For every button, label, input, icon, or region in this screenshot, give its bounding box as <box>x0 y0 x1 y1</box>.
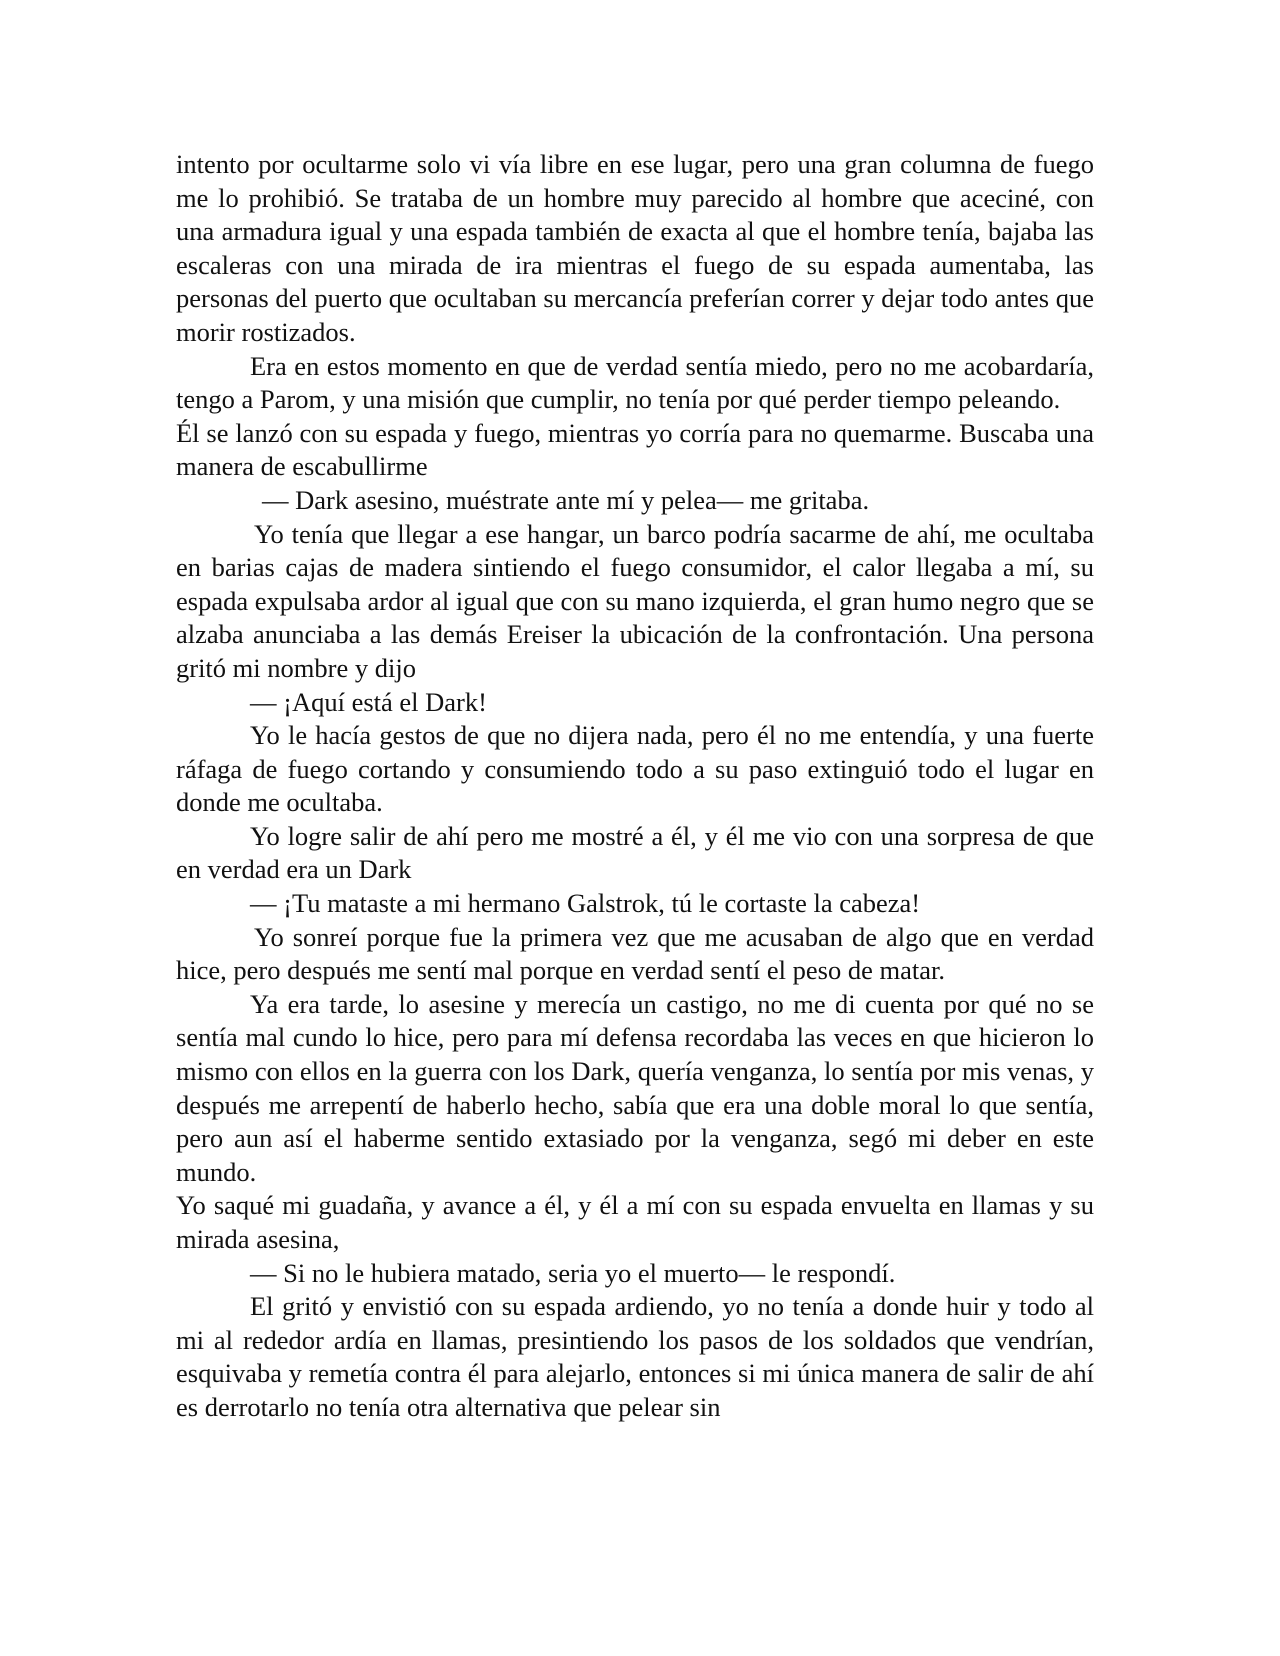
paragraph-6: Yo logre salir de ahí pero me mostré a él, y él me vio con una sorpresa de que en verdad era un Dark <box>176 820 1094 885</box>
dialogue-2: — ¡Aquí está el Dark! <box>250 686 487 717</box>
paragraph-10: El gritó y envistió con su espada ardiendo, yo no tenía a donde huir y todo al mi al rededor ardía en llamas, presintiendo los pasos de los soldados que vendrían, esquivaba y remetía contra él para alejarlo, entonces si mi única manera de salir de ahí es derrotarlo no tenía otra alternativa que pelear sin <box>176 1291 1094 1422</box>
dialogue-4: — Si no le hubiera matado, seria yo el muerto— le respondí. <box>250 1257 896 1288</box>
paragraph-1: intento por ocultarme solo vi vía libre en ese lugar, pero una gran columna de fuego me lo prohibió. Se trataba de un hombre muy parecido al hombre que aceciné, con una armadura igual y una espada también de exacta al que el hombre tenía, bajaba las escaleras con una mirada de ira mientras el fuego de su espada aumentaba, las personas del puerto que ocultaban su mercancía preferían correr y dejar todo antes que morir rostizados. <box>176 149 1094 347</box>
paragraph-9: Yo saqué mi guadaña, y avance a él, y él a mí con su espada envuelta en llamas y su mirada asesina, <box>176 1190 1094 1254</box>
dialogue-1: — Dark asesino, muéstrate ante mí y pelea— me gritaba. <box>262 484 870 515</box>
paragraph-2: Era en estos momento en que de verdad sentía miedo, pero no me acobardaría, tengo a Parom, y una misión que cumplir, no tenía por qué perder tiempo peleando. <box>176 350 1094 415</box>
paragraph-4: Yo tenía que llegar a ese hangar, un barco podría sacarme de ahí, me ocultaba en barias cajas de madera sintiendo el fuego consumidor, el calor llegaba a mí, su espada expulsaba ardor al igual que con su mano izquierda, el gran humo negro que se alzaba anunciaba a las demás Ereiser la ubicación de la confrontación. Una persona gritó mi nombre y dijo <box>176 518 1094 683</box>
paragraph-8: Ya era tarde, lo asesine y merecía un castigo, no me di cuenta por qué no se sentía mal cundo lo hice, pero para mí defensa recordaba las veces en que hicieron lo mismo con ellos en la guerra con los Dark, quería venganza, lo sentía por mis venas, y después me arrepentí de haberlo hecho, sabía que era una doble moral lo que sentía, pero aun así el haberme sentido extasiado por la venganza, segó mi deber en este mundo. <box>176 988 1094 1187</box>
paragraph-3: Él se lanzó con su espada y fuego, mientras yo corría para no quemarme. Buscaba una manera de escabullirme <box>176 417 1094 482</box>
body-text <box>176 148 1094 1425</box>
dialogue-3: — ¡Tu mataste a mi hermano Galstrok, tú le cortaste la cabeza! <box>250 888 921 919</box>
paragraph-5: Yo le hacía gestos de que no dijera nada, pero él no me entendía, y una fuerte ráfaga de fuego cortando y consumiendo todo a su paso extinguió todo el lugar en donde me ocultaba. <box>176 720 1094 818</box>
paragraph-7: Yo sonreí porque fue la primera vez que me acusaban de algo que en verdad hice, pero después me sentí mal porque en verdad sentí el peso de matar. <box>176 921 1094 986</box>
